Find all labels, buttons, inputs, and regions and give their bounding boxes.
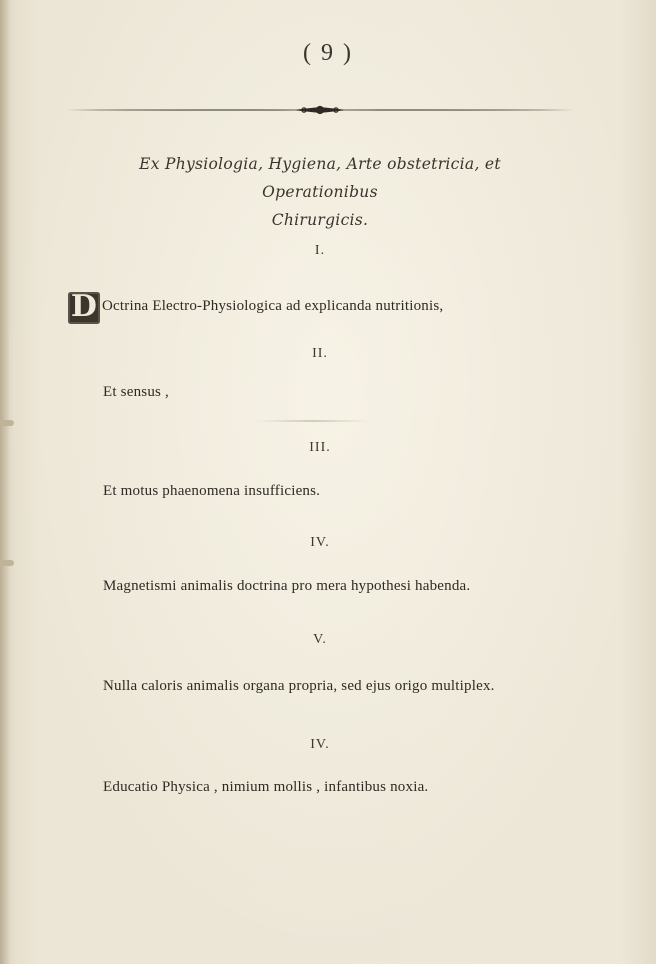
drop-cap: D	[68, 292, 100, 324]
edge-nick	[0, 560, 14, 566]
thesis-numeral-2: II.	[312, 346, 328, 361]
page-edge	[0, 0, 10, 964]
thesis-text-2: Et sensus ,	[103, 384, 169, 400]
section-heading	[80, 150, 560, 234]
ornamental-rule	[66, 104, 574, 116]
thesis-numeral-4: IV.	[310, 535, 330, 550]
heading-line-2: Chirurgicis.	[271, 211, 369, 229]
thesis-text-5: Nulla caloris animalis organa propria, sed ejus origo multiplex.	[103, 678, 495, 694]
edge-nick	[0, 420, 14, 426]
thesis-text-4: Magnetismi animalis doctrina pro mera hypothesi habenda.	[103, 578, 471, 594]
heading-line-1: Ex Physiologia, Hygiena, Arte obstetricia, et Operationibus	[139, 155, 501, 201]
thesis-text-3: Et motus phaenomena insufficiens.	[103, 483, 321, 499]
divider	[255, 420, 370, 422]
thesis-numeral-1: I.	[314, 243, 326, 258]
thesis-numeral-6: IV.	[310, 737, 330, 752]
page-number: ( 9 )	[303, 40, 353, 66]
thesis-text-1: Octrina Electro-Physiologica ad explicanda nutritionis,	[102, 298, 444, 314]
thesis-numeral-5: V.	[313, 632, 327, 647]
thesis-text-6: Educatio Physica , nimium mollis , infantibus noxia.	[103, 779, 429, 795]
thesis-numeral-3: III.	[309, 440, 331, 455]
thesis-1	[68, 289, 444, 324]
